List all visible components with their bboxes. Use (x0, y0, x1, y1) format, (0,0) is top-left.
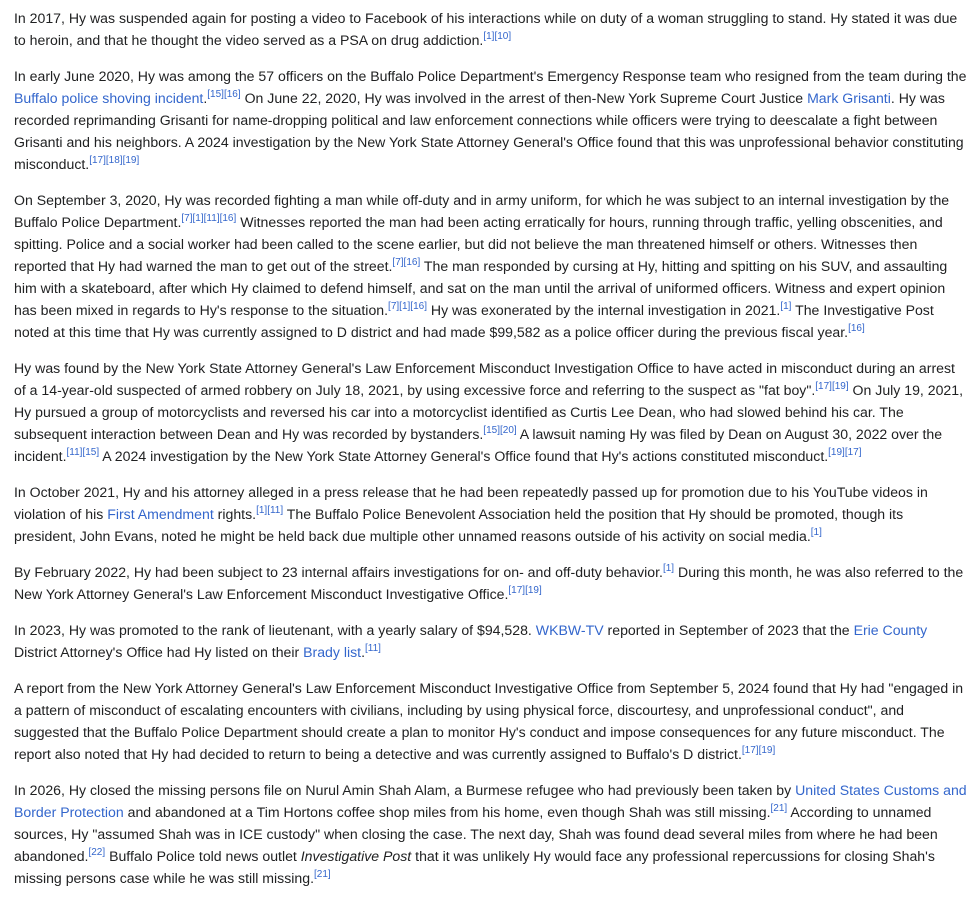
citation-link[interactable]: [19] (758, 745, 776, 756)
citation-superscript (815, 381, 832, 392)
citation-link[interactable]: [17] (508, 585, 526, 596)
citation-link[interactable]: [16] (848, 323, 865, 334)
wiki-link[interactable]: First Amendment (107, 506, 214, 522)
citation-link[interactable]: [11] (203, 213, 220, 224)
citation-superscript (832, 381, 849, 392)
citation-superscript (483, 425, 500, 436)
citation-link[interactable]: [19] (525, 585, 542, 596)
citation-link[interactable]: [20] (499, 425, 517, 436)
wiki-link[interactable]: United States Customs and Border Protection (14, 782, 967, 820)
paragraph-text: rights. (213, 506, 257, 522)
citation-link[interactable]: [11] (365, 643, 381, 654)
citation-superscript (314, 869, 331, 880)
citation-superscript (89, 155, 106, 166)
paragraph (14, 65, 967, 175)
paragraph-text: The man responded by cursing at Hy, hitting and spitting on his SUV, and assaulting him with a skateboard, after which Hy claimed to defend himself, and sat on the man until the arrival of uniformed officers. Witness and expert opinion has been mixed in regards to Hy's response to the situation. (14, 258, 948, 318)
citation-superscript (759, 745, 776, 756)
citation-superscript (525, 585, 542, 596)
citation-link[interactable]: [10] (494, 31, 512, 42)
citation-superscript (267, 505, 283, 516)
paragraph-text: A 2024 investigation by the New York State Attorney General's Office found that Hy's actions constituted misconduct. (99, 448, 829, 464)
citation-link[interactable]: [7] (388, 301, 400, 312)
citation-link[interactable]: [1] (483, 31, 495, 42)
citation-link[interactable]: [1] (399, 301, 411, 312)
citation-superscript (181, 213, 192, 224)
citation-link[interactable]: [15] (82, 447, 100, 458)
paragraph (14, 677, 967, 765)
citation-link[interactable]: [1] (810, 527, 822, 538)
paragraph-text: In 2023, Hy was promoted to the rank of lieutenant, with a yearly salary of $94,528. (14, 622, 536, 638)
citation-link[interactable]: [16] (403, 257, 421, 268)
paragraph-text: Witnesses reported the man had been acting erratically for hours, running through traffic, yelling obscenities, and spitting. Police and a social worker had been called to the scene earlier, but did not believe the man threatened himself or others. Witnesses then reported that Hy had warned the man to get out of the street. (14, 214, 943, 274)
citation-superscript (207, 89, 224, 100)
citation-superscript (404, 257, 421, 268)
citation-superscript (224, 89, 241, 100)
paragraph (14, 481, 967, 547)
paragraph-text: . Hy was recorded reprimanding Grisanti for name-dropping political and law enforcement connections while officers were trying to deescalate a fight between Grisanti and his neighbors. A 2024 investigation by the New York State Attorney General's Office found that this was unprofessional behavior constituting misconduct. (14, 90, 964, 172)
paragraph-text: District Attorney's Office had Hy listed on their (14, 644, 304, 660)
citation-superscript (204, 213, 220, 224)
citation-link[interactable]: [7] (392, 257, 404, 268)
citation-link[interactable]: [16] (219, 213, 237, 224)
citation-superscript (500, 425, 517, 436)
citation-superscript (88, 847, 105, 858)
paragraph-text: On June 22, 2020, Hy was involved in the arrest of then-New York Supreme Court Justice (240, 90, 808, 106)
paragraph-text: . (203, 90, 208, 106)
paragraph (14, 7, 967, 51)
citation-link[interactable]: [1] (780, 301, 792, 312)
paragraph (14, 779, 967, 889)
citation-superscript (365, 643, 381, 654)
paragraph-text: In 2026, Hy closed the missing persons file on Nurul Amin Shah Alam, a Burmese refugee who had previously been taken by (14, 782, 796, 798)
paragraph-text: In October 2021, Hy and his attorney alleged in a press release that he had been repeatedly passed up for promotion due to his YouTube videos in violation of his (14, 484, 928, 522)
paragraph-text: By February 2022, Hy had been subject to 23 internal affairs investigations for on- and off-duty behavior. (14, 564, 663, 580)
citation-link[interactable]: [16] (223, 89, 241, 100)
wiki-link[interactable]: Brady list (303, 644, 362, 660)
citation-link[interactable]: [19] (122, 155, 140, 166)
paragraph-text: The Investigative Post noted at this time that Hy was currently assigned to D district and had made $99,582 as a police officer during the previous fiscal year. (14, 302, 934, 340)
paragraph (14, 357, 967, 467)
citation-superscript (742, 745, 759, 756)
paragraph (14, 189, 967, 343)
citation-superscript (399, 301, 410, 312)
citation-superscript (494, 31, 511, 42)
citation-superscript (106, 155, 123, 166)
paragraph-text: A report from the New York Attorney General's Law Enforcement Misconduct Investigative Office from September 5, 2024 found that Hy had "engaged in a pattern of misconduct of escalating encounters with civilians, including by using physical force, discourtesy, and unprofessional conduct", and suggested that the Buffalo Police Department should create a plan to monitor Hy's conduct and impose consequences for any future misconduct. The report also noted that Hy had decided to return to being a detective and was currently assigned to Buffalo's D district. (14, 680, 964, 762)
citation-superscript (780, 301, 791, 312)
citation-superscript (67, 447, 83, 458)
citation-link[interactable]: [1] (192, 213, 204, 224)
citation-superscript (410, 301, 427, 312)
paragraph-text: and abandoned at a Tim Hortons coffee shop miles from his home, even though Shah was still missing. (123, 804, 771, 820)
paragraph-text: Hy was found by the New York State Attorney General's Law Enforcement Misconduct Investigation Office to have acted in misconduct during an arrest of a 14-year-old suspected of armed robbery on July 18, 2021, by using excessive force and referring to the suspect as "fat boy". (14, 360, 955, 398)
paragraph-text: In early June 2020, Hy was among the 57 officers on the Buffalo Police Department's Emergency Response team who resigned from the team during the (14, 68, 967, 84)
citation-superscript (508, 585, 525, 596)
paragraph-text: Buffalo Police told news outlet (105, 848, 301, 864)
citation-link[interactable]: [19] (828, 447, 845, 458)
citation-link[interactable]: [17] (815, 381, 832, 392)
citation-superscript (828, 447, 845, 458)
citation-superscript (663, 563, 674, 574)
citation-link[interactable]: [1] (256, 505, 268, 516)
paragraph-text: On July 19, 2021, Hy pursued a group of motorcyclists and reversed his car into a motorcyclist identified as Curtis Lee Dean, who had slowed behind his car. The subsequent interaction between Dean and Hy was recorded by bystanders. (14, 382, 964, 442)
citation-superscript (123, 155, 140, 166)
paragraph (14, 619, 967, 663)
italic-publication-name: Investigative Post (300, 848, 412, 864)
paragraph-text: Hy was exonerated by the internal investigation in 2021. (426, 302, 781, 318)
citation-link[interactable]: [17] (89, 155, 106, 166)
citation-link[interactable]: [16] (410, 301, 427, 312)
paragraph-text: . (361, 644, 366, 660)
citation-link[interactable]: [18] (105, 155, 123, 166)
paragraph-text: The Buffalo Police Benevolent Association held the position that Hy should be promoted, though its president, John Evans, noted he might be held back due multiple other unnamed reasons outside of his activity on social media. (14, 506, 904, 544)
citation-link[interactable]: [21] (770, 803, 788, 814)
citation-superscript (388, 301, 399, 312)
citation-link[interactable]: [1] (662, 563, 675, 574)
citation-link[interactable]: [11] (66, 447, 83, 458)
citation-link[interactable]: [7] (181, 213, 193, 224)
citation-superscript (845, 447, 862, 458)
paragraph-text: In 2017, Hy was suspended again for posting a video to Facebook of his interactions while on duty of a woman struggling to stand. Hy stated it was due to heroin, and that he thought the video served as a PSA on drug addiction. (14, 10, 958, 48)
paragraph-text: On September 3, 2020, Hy was recorded fighting a man while off-duty and in army uniform, for which he was subject to an internal investigation by the Buffalo Police Department. (14, 192, 950, 230)
paragraph-text: During this month, he was also referred to the New York Attorney General's Law Enforcement Misconduct Investigative Office. (14, 564, 964, 602)
paragraph-text: A lawsuit naming Hy was filed by Dean on August 30, 2022 over the incident. (14, 426, 943, 464)
citation-superscript (82, 447, 99, 458)
wiki-link[interactable]: WKBW-TV (535, 622, 604, 638)
citation-superscript (220, 213, 237, 224)
citation-superscript (483, 31, 494, 42)
citation-link[interactable]: [17] (844, 447, 862, 458)
paragraph (14, 561, 967, 605)
paragraph-text: reported in September of 2023 that the (603, 622, 854, 638)
paragraph-text: According to unnamed sources, Hy "assumed Shah was in ICE custody" when closing the case. The next day, Shah was found dead several miles from where he had been abandoned. (14, 804, 938, 864)
wiki-link[interactable]: Mark Grisanti (807, 90, 891, 106)
wiki-link[interactable]: Erie County (853, 622, 928, 638)
paragraph-text: that it was unlikely Hy would face any professional repercussions for closing Shah's missing persons case while he was still missing. (14, 848, 935, 886)
citation-link[interactable]: [21] (314, 869, 331, 880)
citation-link[interactable]: [15] (207, 89, 224, 100)
citation-link[interactable]: [19] (831, 381, 849, 392)
citation-link[interactable]: [17] (741, 745, 759, 756)
wiki-link[interactable]: Buffalo police shoving incident (14, 90, 204, 106)
citation-superscript (848, 323, 865, 334)
citation-superscript (193, 213, 204, 224)
citation-superscript (811, 527, 822, 538)
citation-superscript (392, 257, 403, 268)
citation-superscript (771, 803, 788, 814)
citation-superscript (256, 505, 267, 516)
citation-link[interactable]: [15] (483, 425, 500, 436)
citation-link[interactable]: [22] (88, 847, 106, 858)
citation-link[interactable]: [11] (267, 505, 284, 516)
